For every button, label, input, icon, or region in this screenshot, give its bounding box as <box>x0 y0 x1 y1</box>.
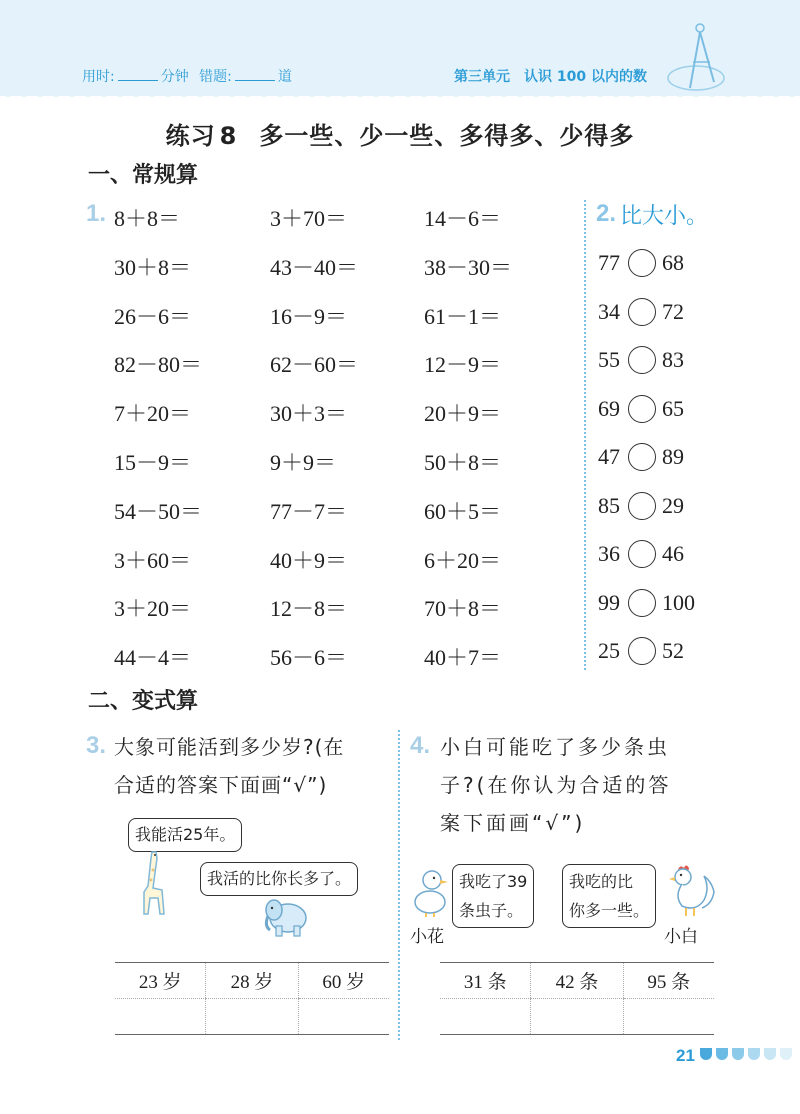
equation: 56－6＝ <box>270 645 348 671</box>
title-text: 多一些、少一些、多得多、少得多 <box>259 122 635 150</box>
equation: 3＋70＝ <box>270 206 348 231</box>
q4-line-2: 子?(在你认为合适的答 <box>440 773 672 797</box>
equation: 30＋3＝ <box>270 401 348 427</box>
page-decoration-dots <box>700 1048 792 1060</box>
compare-right-number: 65 <box>662 395 684 421</box>
section-heading-variant: 二、变式算 <box>88 689 199 714</box>
question-number-1: 1. <box>86 200 107 227</box>
q4-answer-cell[interactable] <box>440 999 531 1035</box>
decor-dot <box>748 1048 760 1060</box>
page-number: 21 <box>676 1046 695 1065</box>
equation: 62－60＝ <box>270 352 359 378</box>
equation: 14－6＝ <box>424 206 502 231</box>
q3-line-2: 合适的答案下面画“√”) <box>114 773 328 797</box>
rooster-bubble-line-2: 你多一些。 <box>569 901 650 920</box>
giraffe-speech-bubble: 我能活25年。 <box>128 818 242 852</box>
compare-answer-circle[interactable] <box>628 249 656 277</box>
equation: 60＋5＝ <box>424 498 502 524</box>
rooster-bubble-line-1: 我吃的比 <box>569 872 634 891</box>
q3-answer-option: 28 岁 <box>206 963 298 999</box>
decor-dot <box>732 1048 744 1060</box>
compare-answer-circle[interactable] <box>628 298 656 326</box>
equation: 7＋20＝ <box>114 401 192 427</box>
duck-icon <box>412 868 450 918</box>
compare-right-number: 52 <box>662 638 684 663</box>
compare-left-number: 85 <box>598 492 620 518</box>
time-blank[interactable] <box>118 69 158 81</box>
compare-left-number: 47 <box>598 444 620 469</box>
q4-line-3: 案下面画“√”) <box>440 811 586 835</box>
compare-left-number: 77 <box>598 250 620 275</box>
compare-answer-circle[interactable] <box>628 346 656 374</box>
compare-left-number: 55 <box>598 347 620 372</box>
q3-answer-option: 60 岁 <box>298 963 389 999</box>
comparison-row <box>598 492 684 520</box>
compare-right-number: 72 <box>662 298 684 324</box>
equation: 26－6＝ <box>114 303 192 329</box>
compare-left-number: 34 <box>598 298 620 324</box>
equation: 82－80＝ <box>114 352 203 378</box>
compare-answer-circle[interactable] <box>628 395 656 423</box>
giraffe-icon <box>126 848 170 916</box>
rooster-name: 小白 <box>664 927 698 947</box>
q4-answer-cell[interactable] <box>623 999 714 1035</box>
q3-answer-option: 23 岁 <box>115 963 206 999</box>
compare-answer-circle[interactable] <box>628 443 656 471</box>
decor-dot <box>780 1048 792 1060</box>
time-unit: 分钟 <box>160 69 189 85</box>
compare-answer-circle[interactable] <box>628 589 656 617</box>
compare-left-number: 69 <box>598 395 620 421</box>
duck-name: 小花 <box>410 927 444 947</box>
equation: 15－9＝ <box>114 450 192 475</box>
errors-unit: 道 <box>277 69 292 85</box>
equation: 30＋8＝ <box>114 254 192 280</box>
equation: 43－40＝ <box>270 254 359 280</box>
compare-left-number: 25 <box>598 638 620 663</box>
comparison-row <box>598 540 684 568</box>
compare-right-number: 83 <box>662 347 684 372</box>
compare-right-number: 68 <box>662 250 684 275</box>
errors-label: 错题: <box>199 69 232 85</box>
compare-right-number: 29 <box>662 492 684 518</box>
q4-text <box>440 728 671 842</box>
q3-answer-table <box>115 962 389 1035</box>
compare-left-number: 36 <box>598 541 620 566</box>
compare-left-number: 99 <box>598 589 620 615</box>
duck-speech-bubble <box>452 864 534 928</box>
q4-answer-cell[interactable] <box>531 999 623 1035</box>
q3-answer-cell[interactable] <box>115 999 206 1035</box>
question-number-4: 4. <box>410 732 431 759</box>
compare-answer-circle[interactable] <box>628 492 656 520</box>
comparison-row <box>598 589 695 617</box>
q2-instruction: 比大小。 <box>620 204 709 229</box>
errors-blank[interactable] <box>235 69 275 81</box>
equation: 77－7＝ <box>270 498 348 524</box>
equation: 3＋60＝ <box>114 547 192 573</box>
q3-text <box>114 728 344 804</box>
title-number: 8 <box>219 122 238 150</box>
equation: 6＋20＝ <box>424 547 502 573</box>
unit-heading <box>454 66 647 86</box>
equation: 12－8＝ <box>270 596 348 622</box>
section-heading-regular: 一、常规算 <box>88 163 199 188</box>
dotted-divider-2 <box>398 730 400 1040</box>
compare-right-number: 46 <box>662 541 684 566</box>
equation: 20＋9＝ <box>424 401 502 427</box>
page-title <box>0 116 800 151</box>
rooster-icon <box>664 862 716 918</box>
equation: 16－9＝ <box>270 303 348 329</box>
comparison-row <box>598 637 684 665</box>
question-number-2: 2. <box>596 200 617 227</box>
dotted-divider <box>584 200 586 670</box>
duck-bubble-line-1: 我吃了39 <box>459 872 528 891</box>
q4-answer-table <box>440 962 714 1035</box>
comparison-row <box>598 346 684 374</box>
time-label: 用时: <box>82 69 115 85</box>
equation: 3＋20＝ <box>114 596 192 622</box>
decor-dot <box>716 1048 728 1060</box>
question-number-3: 3. <box>86 732 107 759</box>
q3-line-1: 大象可能活到多少岁?(在 <box>114 735 345 759</box>
q4-answer-option: 95 条 <box>623 963 714 999</box>
q4-answer-option: 31 条 <box>440 963 531 999</box>
time-errors-record <box>82 66 292 86</box>
equation: 8＋8＝ <box>114 206 181 231</box>
comparison-row <box>598 395 684 423</box>
compare-answer-circle[interactable] <box>628 637 656 665</box>
equation: 50＋8＝ <box>424 450 502 475</box>
equation: 54－50＝ <box>114 498 203 524</box>
equation: 44－4＝ <box>114 645 192 671</box>
compass-icon <box>660 18 730 98</box>
decor-dot <box>700 1048 712 1060</box>
title-label: 练习 <box>165 122 216 150</box>
unit-label: 第三单元 <box>454 69 510 85</box>
elephant-icon <box>262 890 310 940</box>
comparison-row <box>598 298 684 326</box>
q4-line-1: 小白可能吃了多少条虫 <box>440 735 670 759</box>
rooster-speech-bubble <box>562 864 656 928</box>
compare-right-number: 100 <box>662 589 695 615</box>
elephant-speech-bubble: 我活的比你长多了。 <box>200 862 358 896</box>
equation: 40＋9＝ <box>270 547 348 573</box>
decor-dot <box>764 1048 776 1060</box>
equation: 12－9＝ <box>424 352 502 378</box>
compare-answer-circle[interactable] <box>628 540 656 568</box>
q4-answer-option: 42 条 <box>531 963 623 999</box>
comparison-row <box>598 443 684 471</box>
compare-right-number: 89 <box>662 444 684 469</box>
comparison-row <box>598 249 684 277</box>
equation: 40＋7＝ <box>424 645 502 671</box>
equation: 9＋9＝ <box>270 450 337 475</box>
q3-answer-cell[interactable] <box>298 999 389 1035</box>
duck-bubble-line-2: 条虫子。 <box>459 901 524 920</box>
equation: 61－1＝ <box>424 303 502 329</box>
unit-title: 认识 100 以内的数 <box>524 69 647 85</box>
equation: 70＋8＝ <box>424 596 502 622</box>
equation: 38－30＝ <box>424 254 513 280</box>
q3-answer-cell[interactable] <box>206 999 298 1035</box>
